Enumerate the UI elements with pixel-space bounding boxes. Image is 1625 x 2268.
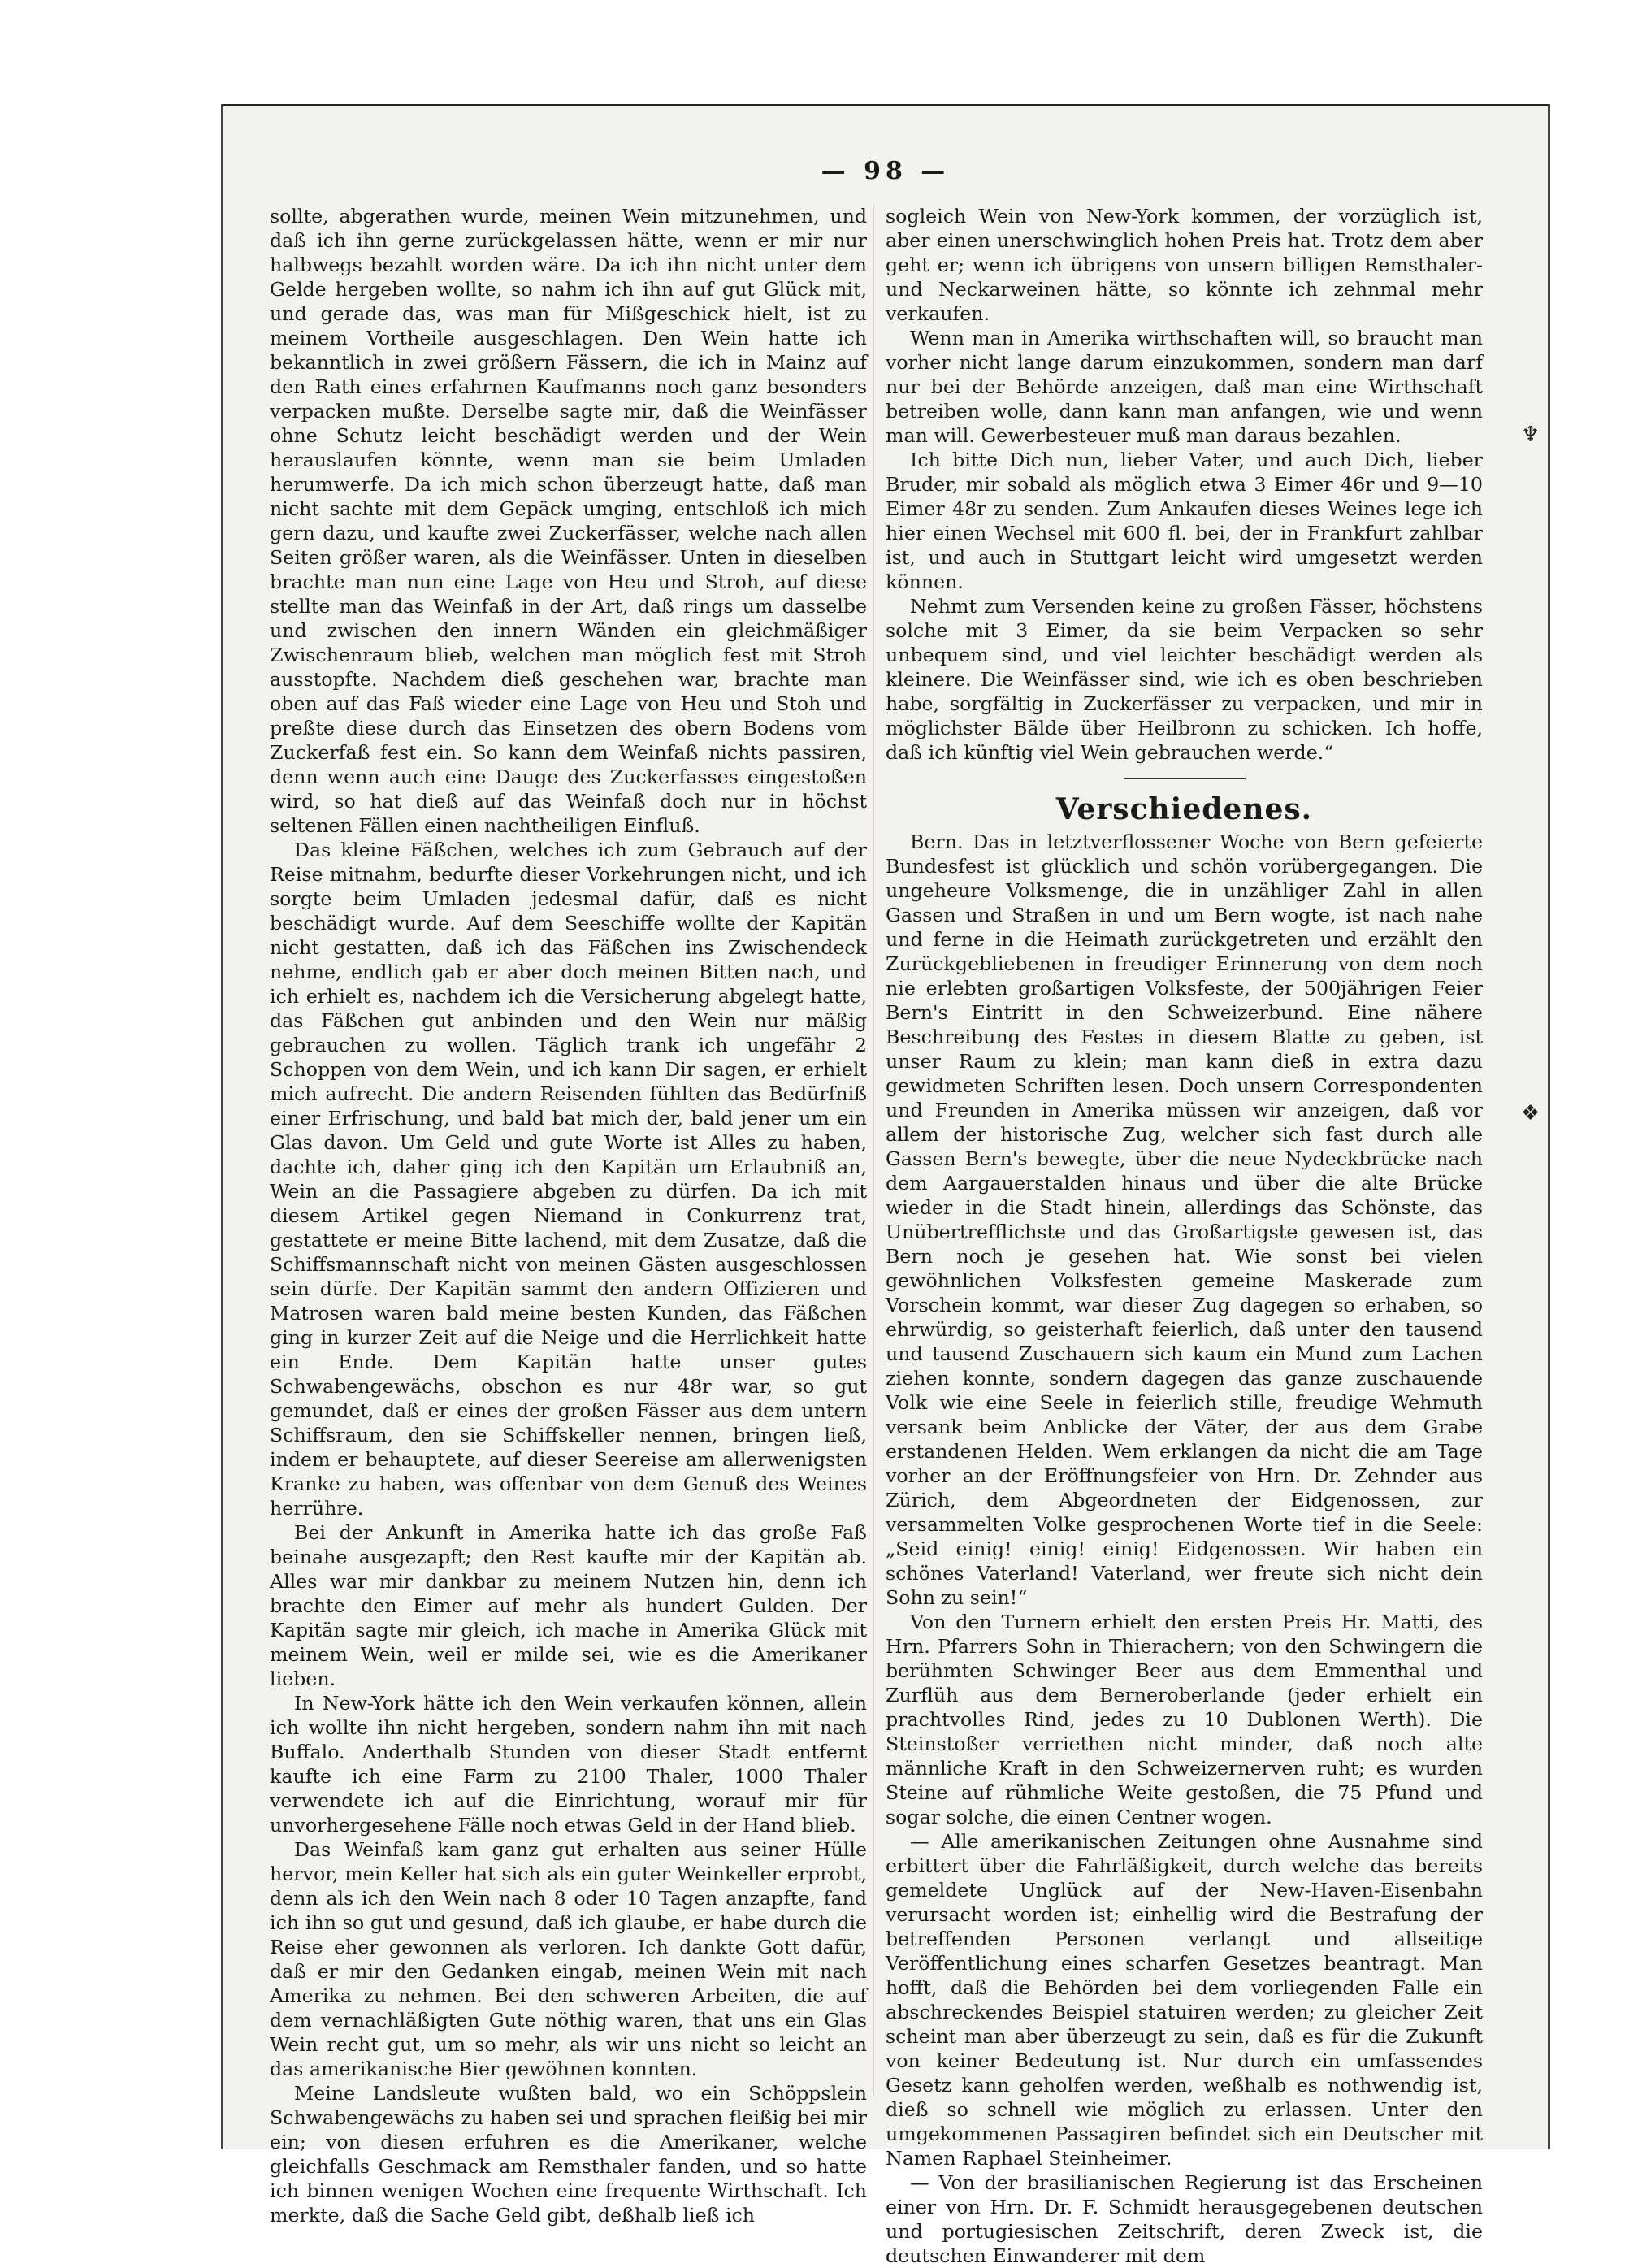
scan-margin-right — [1548, 104, 1625, 2149]
left-paragraph: Das kleine Fäßchen, welches ich zum Gebrauch auf der Reise mitnahm, bedurfte dieser Vorkehrungen nicht, und ich sorgte beim Umladen jedesmal dafür, daß es nicht beschädigt wurde. Auf dem Seeschiffe wollte der Kapitän nicht gestatten, daß ich das Fäßchen ins Zwischendeck nehme, endlich gab er aber doch meinen Bitten nach, und ich erhielt es, nachdem ich die Versicherung abgelegt hatte, das Fäßchen gut anbinden und den Wein nur mäßig gebrauchen zu wollen. Täglich trank ich ungefähr 2 Schoppen von dem Wein, und ich kann Dir sagen, er erhielt mich aufrecht. Die andern Reisenden fühlten das Bedürfniß einer Erfrischung, und bald bat mich der, bald jener um ein Glas davon. Um Geld und gute Worte ist Alles zu haben, dachte ich, daher ging ich den Kapitän um Erlaubniß an, Wein an die Passagiere abgeben zu dürfen. Da ich mit diesem Artikel gegen Niemand in Conkurrenz trat, gestattete er meine Bitte lachend, mit dem Zusatze, daß die Schiffsmannschaft nicht von meinen Gästen ausgeschlossen sein dürfe. Der Kapitän sammt den andern Offizieren und Matrosen waren bald meine besten Kunden, das Fäßchen ging in kurzer Zeit auf die Neige und die Herrlichkeit hatte ein Ende. Dem Kapitän hatte unser gutes Schwabengewächs, obschon es nur 48r war, so gut gemundet, daß er eines der großen Fässer aus dem untern Schiffsraum, den sie Schiffskeller nennen, bringen ließ, indem er behauptete, auf dieser Seereise am allerwenigsten Kranke zu haben, was offenbar von dem Genuß des Weines herrühre. — [270, 839, 867, 1520]
right-paragraph: Wenn man in Amerika wirthschaften will, so braucht man vorher nicht lange darum einzukommen, sondern man darf nur bei der Behörde anzeigen, daß man eine Wirthschaft betreiben wolle, dann kann man anfangen, wie und wenn man will. Gewerbesteuer muß man daraus bezahlen. — [886, 327, 1483, 447]
news-paragraph: Von den Turnern erhielt den ersten Preis Hr. Matti, des Hrn. Pfarrers Sohn in Thierachern; von den Schwingern die berühmten Schwinger Beer aus dem Emmenthal und Zurflüh aus dem Berneroberlande (jeder erhielt ein prachtvolles Rind, jedes zu 10 Dublonen Werth). Die Steinstoßer verriethen nicht minder, daß noch alte männliche Kraft in den Schweizernerven ruht; es wurden Steine auf rühmliche Weite gestoßen, die 75 Pfund und sogar solche, die einen Centner wogen. — [886, 1611, 1483, 1828]
left-paragraph: Bei der Ankunft in Amerika hatte ich das große Faß beinahe ausgezapft; den Rest kaufte mir der Kapitän ab. Alles war mir dankbar zu meinem Nutzen hin, denn ich brachte den Eimer auf mehr als hundert Gulden. Der Kapitän sagte mir gleich, ich mache in Amerika Glück mit meinem Wein, weil er milde sei, wie es die Amerikaner lieben. — [270, 1521, 867, 1690]
news-paragraph: — Von der brasilianischen Regierung ist das Erscheinen einer von Hrn. Dr. F. Schmidt herausgegebenen deutschen und portugiesischen Zeitschrift, deren Zweck ist, die deutschen Einwanderer mit dem — [886, 2171, 1483, 2267]
left-paragraph: sollte, abgerathen wurde, meinen Wein mitzunehmen, und daß ich ihn gerne zurückgelassen hätte, wenn er mir nur halbwegs bezahlt worden wäre. Da ich ihn nicht unter dem Gelde hergeben wollte, so nahm ich ihn auf gut Glück mit, und gerade das, was man für Mißgeschick hielt, ist zu meinem Vortheile ausgeschlagen. Den Wein hatte ich bekanntlich in zwei größern Fässern, die ich in Mainz auf den Rath eines erfahrnen Kaufmanns noch ganz besonders verpacken mußte. Derselbe sagte mir, daß die Weinfässer ohne Schutz leicht beschädigt werden und der Wein herauslaufen könnte, wenn man sie beim Umladen herumwerfe. Da ich mich schon überzeugt hatte, daß man nicht sachte mit dem Gepäck umging, entschloß ich mich gern dazu, und kaufte zwei Zuckerfässer, welche nach allen Seiten größer waren, als die Weinfässer. Unten in dieselben brachte man nun eine Lage von Heu und Stroh, auf diese stellte man das Weinfaß in der Art, daß rings um dasselbe und zwischen den innern Wänden ein gleichmäßiger Zwischenraum blieb, welchen man möglich fest mit Stroh ausstopfte. Nachdem dieß geschehen war, brachte man oben auf das Faß wieder eine Lage von Heu und Stoh und preßte diese durch das Einsetzen des obern Bodens vom Zuckerfaß fest ein. So kann dem Weinfaß nichts passiren, denn wenn auch eine Dauge des Zuckerfasses eingestoßen wird, so hat dieß auf das Weinfaß doch nur in höchst seltenen Fällen einen nachtheiligen Einfluß. — [270, 205, 867, 837]
left-paragraph: Das Weinfaß kam ganz gut erhalten aus seiner Hülle hervor, mein Keller hat sich als ein guter Weinkeller erprobt, denn als ich den Wein nach 8 oder 10 Tagen anzapfte, fand ich ihn so gut und gesund, daß ich glaube, er habe durch die Reise eher gewonnen als verloren. Ich dankte Gott dafür, daß er mir den Gedanken eingab, meinen Wein mit nach Amerika zu nehmen. Bei den schweren Arbeiten, die auf dem vernachläßigten Gute nöthig waren, that uns ein Glas Wein recht gut, um so mehr, als wir uns nicht so leicht an das amerikanische Bier gewöhnen konnten. — [270, 1838, 867, 2080]
scan-margin-top — [0, 0, 1625, 106]
right-paragraph: sogleich Wein von New-York kommen, der vorzüglich ist, aber einen unerschwinglich hohen Preis hat. Trotz dem aber geht er; wenn ich übrigens von unsern billigen Remsthaler- und Neckarweinen hätte, so könnte ich zehnmal mehr verkaufen. — [886, 205, 1483, 325]
section-rule — [1124, 778, 1246, 779]
column-divider — [873, 204, 874, 2097]
left-paragraph: In New-York hätte ich den Wein verkaufen können, allein ich wollte ihn nicht hergeben, sondern nahm ihn mit nach Buffalo. Anderthalb Stunden von dieser Stadt entfernt kaufte ich eine Farm zu 2100 Thaler, 1000 Thaler verwendete ich auf die Einrichtung, worauf mir für unvorhergesehene Fälle noch etwas Geld in der Hand blieb. — [270, 1692, 867, 1837]
left-paragraph: Meine Landsleute wußten bald, wo ein Schöppslein Schwabengewächs zu haben sei und sprachen fleißig bei mir ein; von diesen erfuhren es die Amerikaner, welche gleichfalls Geschmack am Remsthaler fanden, und so hatte ich binnen wenigen Wochen eine frequente Wirthschaft. Ich merkte, daß die Sache Geld gibt, deßhalb ließ ich — [270, 2082, 867, 2227]
margin-ornament-icon: ♆ — [1521, 423, 1540, 447]
right-column — [886, 204, 1483, 2268]
scan-margin-left — [0, 104, 223, 2149]
right-paragraph: Ich bitte Dich nun, lieber Vater, und auch Dich, lieber Bruder, mir sobald als möglich etwa 3 Eimer 46r und 9—10 Eimer 48r zu senden. Zum Ankaufen dieses Weines lege ich hier einen Wechsel mit 600 fl. bei, der in Frankfurt zahlbar ist, und auch in Stuttgart leicht wird umgesetzt werden können. — [886, 449, 1483, 593]
news-paragraph: Bern. Das in letztverflossener Woche von Bern gefeierte Bundesfest ist glücklich und schön vorübergegangen. Die ungeheure Volksmenge, die in unzähliger Zahl in allen Gassen und Straßen in und um Bern wogte, ist nach nahe und ferne in die Heimath zurückgetreten und erzählt den Zurückgebliebenen in freudiger Erinnerung von dem noch nie erlebten großartigen Volksfeste, der 500jährigen Feier Bern's Eintritt in den Schweizerbund. Eine nähere Beschreibung des Festes in diesem Blatte zu geben, ist unser Raum zu klein; man kann dieß in extra dazu gewidmeten Schriften lesen. Doch unsern Correspondenten und Freunden in Amerika müssen wir anzeigen, daß vor allem der historische Zug, welcher sich fast durch alle Gassen Bern's bewegte, über die neue Nydeckbrücke nach dem Aargauerstalden hinaus und über die alte Brücke wieder in die Stadt hinein, allerdings das Schönste, das Unübertrefflichste und das Großartigste gewesen ist, das Bern noch je gesehen hat. Wie sonst bei vielen gewöhnlichen Volksfesten gemeine Maskerade zum Vorschein kommt, war dieser Zug dagegen so erhaben, so ehrwürdig, so geisterhaft feierlich, daß unter den tausend und tausend Zuschauern sich kaum ein Mund zum Lachen ziehen konnte, sondern dagegen das ganze zuschauende Volk wie eine Seele in feierlich stille, freudige Wehmuth versank beim Anblicke der Väter, der aus dem Grabe erstandenen Helden. Wem erklangen da nicht die am Tage vorher an der Eröffnungsfeier von Hrn. Dr. Zehnder aus Zürich, dem Abgeordneten der Eidgenossen, zur versammelten Volke gesprochenen Worte tief in die Seele: „Seid einig! einig! einig! Eidgenossen. Wir haben ein schönes Vaterland! Vaterland, wer freute sich nicht dein Sohn zu sein!“ — [886, 830, 1483, 1609]
margin-ornament-icon: ❖ — [1521, 1101, 1540, 1125]
newspaper-page — [223, 106, 1548, 2267]
news-paragraph: — Alle amerikanischen Zeitungen ohne Ausnahme sind erbittert über die Fahrläßigkeit, durch welche das bereits gemeldete Unglück auf der New-Haven-Eisenbahn verursacht worden ist; einhellig wird die Bestrafung der betreffenden Personen verlangt und allseitige Veröffentlichung eines scharfen Gesetzes beantragt. Man hofft, daß die Behörden bei dem vorliegenden Falle ein abschreckendes Beispiel statuiren werden; zu gleicher Zeit scheint man aber überzeugt zu sein, daß es für die Zukunft von keiner Bedeutung ist. Nur durch ein umfassendes Gesetz kann geholfen werden, weßhalb es nothwendig ist, dieß so schnell wie möglich zu erlassen. Unter den umgekommenen Passagiren befindet sich ein Deutscher mit Namen Raphael Steinheimer. — [886, 1830, 1483, 2170]
section-heading: Verschiedenes. — [1055, 792, 1313, 826]
right-paragraph: Nehmt zum Versenden keine zu großen Fässer, höchstens solche mit 3 Eimer, da sie beim Verpacken so sehr unbequem sind, und viel leichter beschädigt werden als kleinere. Die Weinfässer sind, wie ich es oben beschrieben habe, sorgfältig in Zuckerfässer zu verpacken, und mir in möglichster Bälde über Heilbronn zu schicken. Ich hoffe, daß ich künftig viel Wein gebrauchen werde.“ — [886, 595, 1483, 764]
left-column — [270, 204, 867, 2227]
page-number: — 98 — — [821, 157, 951, 185]
